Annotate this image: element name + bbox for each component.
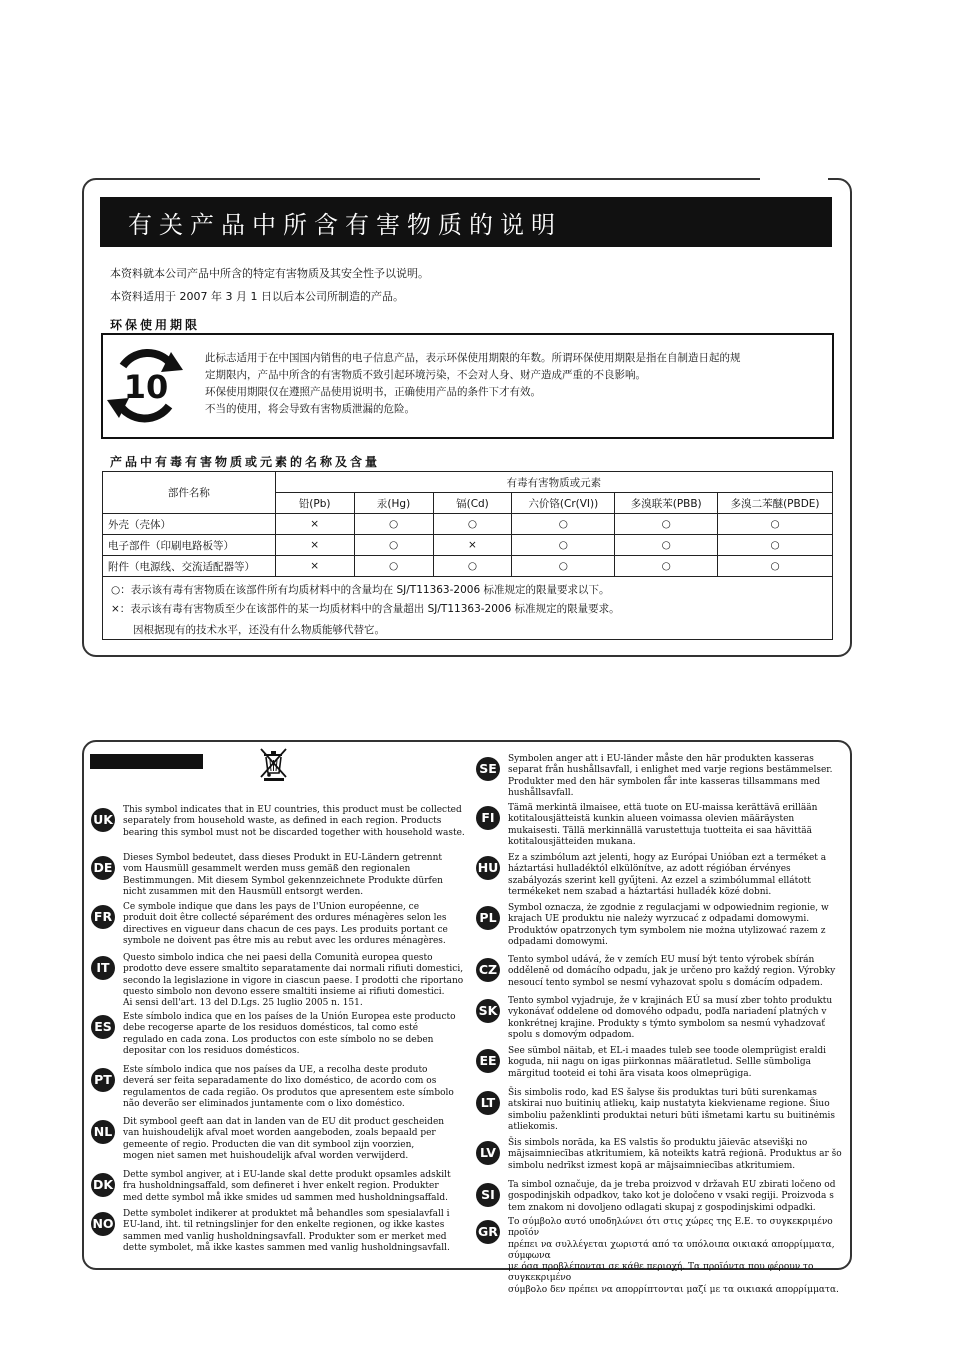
substance-header: 镉(Cd)	[433, 493, 512, 514]
weee-statement-line: vykonávať oddelene od domového odpadu, podľa nariadení platných v	[508, 1007, 827, 1018]
weee-statement	[123, 853, 467, 898]
weee-statement-line: simbolu nedrīkst izmest kopā ar mājsaimniecības atkritumiem.	[508, 1160, 796, 1171]
country-code-badge: SE	[476, 757, 500, 781]
weee-statement-line: kotitalousjätteistä kunkin alueen voimassa olevien määräysten	[508, 814, 795, 825]
weee-statement-line: Questo simbolo indica che nei paesi della Comunità europea questo	[123, 953, 433, 963]
substance-group-header: 有毒有害物质或元素	[275, 472, 832, 493]
weee-statement-line: Symbolen anger att i EU-länder måste den här produkten kasseras	[508, 754, 814, 764]
weee-statement	[508, 1046, 844, 1080]
substance-header: 六价铬(Cr(VI))	[512, 493, 615, 514]
weee-statement	[123, 1209, 467, 1254]
epup-text-line: 此标志适用于在中国国内销售的电子信息产品，表示环保使用期限的年数。所谓环保使用期限是指在自制造日起的规	[205, 352, 741, 364]
hazardous-substance-table	[102, 471, 833, 577]
epup-logo-number: 10	[123, 368, 169, 406]
weee-statement-line: πρέπει να συλλέγεται χωριστά από τα υπόλοιπα οικιακά απορρίμματα, σύμφωνα	[508, 1239, 835, 1261]
mark-cell: ○	[433, 514, 512, 535]
weee-statement-line: Dette symbolet indikerer at produktet må behandles som spesialavfall i	[123, 1209, 450, 1219]
crossed-out-wheelie-bin-icon	[258, 746, 290, 782]
weee-statement	[123, 1012, 467, 1057]
mark-cell: ○	[512, 556, 615, 577]
weee-statement	[508, 1217, 844, 1296]
weee-statement-line: depositar con los residuos domésticos.	[123, 1045, 300, 1056]
weee-statement-line: separately from household waste, as defined in each region. Products	[123, 816, 442, 827]
country-code-badge: SK	[476, 999, 500, 1023]
weee-statement-line: krajach UE produktu nie należy wyrzucać z odpadami domowymi.	[508, 914, 810, 925]
country-code-badge: PL	[476, 906, 500, 930]
weee-statement-line: háztartási hulladéktól elkülönítve, az adott régióban érvényes	[508, 864, 791, 875]
weee-statement-line: Ai sensi dell'art. 13 del D.Lgs. 25 luglio 2005 n. 151.	[123, 998, 363, 1009]
weee-statement-line: με όσα προβλέπονται σε κάθε περιοχή. Τα προϊόντα που φέρουν το συγκεκριμένο	[508, 1262, 814, 1284]
substance-header: 汞(Hg)	[354, 493, 433, 514]
country-code-badge: EE	[476, 1049, 500, 1073]
weee-statement-line: bearing this symbol must not be discarded together with household waste.	[123, 827, 465, 838]
weee-statement-line: regulado en cada zona. Los productos con este símbolo no se deben	[123, 1034, 434, 1045]
table-row	[103, 514, 833, 535]
country-code-badge: IT	[91, 956, 115, 980]
weee-statement-line: mājsaimniecības atkritumiem, kā noteikts katrā reģionā. Produktus ar šo	[508, 1149, 842, 1160]
weee-statement-line: märgitud tooteid ei tohi ära visata koos olmeprügiga.	[508, 1068, 752, 1079]
weee-statement-line: gospodinjskih odpadkov, tako kot je določeno v vsaki regiji. Proizvoda s	[508, 1191, 834, 1202]
country-code-badge: HU	[476, 856, 500, 880]
weee-statement-line: nicht zusammen mit den Hausmüll entsorgt werden.	[123, 886, 364, 897]
country-code-badge: FI	[476, 806, 500, 830]
weee-statement	[508, 955, 844, 989]
table-note: 因根据现有的技术水平，还没有什么物质能够代替它。	[133, 624, 385, 636]
epup-text-line: 环保使用期限仅在遵照产品使用说明书，正确使用产品的条件下才有效。	[205, 386, 541, 398]
weee-statement-line: See sümbol näitab, et EL-i maades tuleb see toode olemprügist eraldi	[508, 1046, 827, 1056]
weee-statement-line: Dit symbool geeft aan dat in landen van de EU dit product gescheiden	[123, 1117, 445, 1127]
weee-statement-line: Το σύμβολο αυτό υποδηλώνει ότι στις χώρες της Ε.Ε. το συγκεκριμένο προϊόν	[508, 1217, 833, 1239]
part-name-cell: 附件（电源线、交流适配器等）	[103, 556, 276, 577]
table-note: ○：表示该有毒有害物质在该部件所有均质材料中的含量均在 SJ/T11363-2006 标准规定的限量要求以下。	[111, 584, 610, 596]
weee-statement-line: não deverão ser eliminados juntamente com o lixo doméstico.	[123, 1098, 405, 1109]
epup-text-line: 定期限内，产品中所含的有害物质不致引起环境污染，不会对人身、财产造成严重的不良影响。	[205, 369, 646, 381]
country-code-badge: DK	[91, 1173, 115, 1197]
weee-statement	[508, 803, 844, 848]
part-name-header: 部件名称	[103, 472, 276, 514]
mark-cell: ×	[275, 514, 354, 535]
cn-section-title: 有关产品中所含有害物质的说明	[100, 197, 832, 247]
table-row	[103, 556, 833, 577]
mark-cell: ×	[275, 535, 354, 556]
cn-intro-line-1: 本资料就本公司产品中所含的特定有害物质及其安全性予以说明。	[110, 267, 429, 280]
weee-statement-line: Bestimmungen. Mit diesem Symbol gekennzeichnete Produkte dürfen	[123, 875, 443, 886]
mark-cell: ○	[718, 514, 833, 535]
weee-statement-line: deverá ser feita separadamente do lixo doméstico, de acordo com os	[123, 1076, 437, 1087]
mark-cell: ○	[718, 535, 833, 556]
table-note: ×：表示该有毒有害物质至少在该部件的某一均质材料中的含量超出 SJ/T11363-2006 标准规定的限量要求。	[111, 603, 620, 615]
weee-statement-line: odděleně od domácího odpadu, jak je určeno pro každý region. Výrobky	[508, 966, 836, 977]
weee-statement-line: Produkter med den här symbolen får inte kasseras tillsammans med	[508, 776, 821, 787]
weee-statement-line: mukaisesti. Tällä merkinnällä varustettuja tuotteita ei saa hävittää	[508, 825, 812, 836]
mark-cell: ○	[615, 514, 718, 535]
mark-cell: ○	[512, 514, 615, 535]
substance-header: 铅(Pb)	[275, 493, 354, 514]
weee-statement-line: EU-land, iht. til retningslinjer for den enkelte regionen, og ikke kastes	[123, 1220, 445, 1231]
weee-statement	[123, 953, 467, 1009]
weee-statement-line: Produktów opatrzonych tym symbolem nie można utylizować razem z	[508, 925, 826, 936]
weee-statement-line: kotitalousjätteiden mukana.	[508, 836, 636, 847]
country-code-badge: GR	[476, 1220, 500, 1244]
table-row	[103, 535, 833, 556]
weee-statement-line: produit doit être collecté séparément des ordures ménagères selon les	[123, 913, 447, 924]
weee-statement	[508, 903, 844, 948]
panel-border-gap	[760, 170, 828, 184]
country-code-badge: LT	[476, 1091, 500, 1115]
weee-statement-line: Tento symbol vyjadruje, že v krajinách EÚ sa musí zber tohto produktu	[508, 996, 833, 1006]
weee-statement-line: simboliu paženklinti produktai neturi būti išmetami kartu su buitinėmis	[508, 1110, 836, 1121]
weee-statement-line: termékeket nem szabad a háztartási hulladék közé dobni.	[508, 886, 772, 897]
mark-cell: ×	[433, 535, 512, 556]
weee-statement	[508, 853, 844, 898]
weee-statement	[508, 1088, 844, 1133]
mark-cell: ○	[512, 535, 615, 556]
substance-header: 多溴联苯(PBB)	[615, 493, 718, 514]
country-code-badge: DE	[91, 856, 115, 880]
country-code-badge: PT	[91, 1068, 115, 1092]
weee-statement-line: koguda, nii nagu on igas piirkonnas määratletud. Sellle sümboliga	[508, 1057, 811, 1068]
weee-statement	[123, 805, 467, 839]
epup-text-line: 不当的使用，将会导致有害物质泄漏的危险。	[205, 403, 415, 415]
country-code-badge: NL	[91, 1120, 115, 1144]
weee-statement-line: This symbol indicates that in EU countries, this product must be collected	[123, 805, 462, 815]
weee-statement-line: Este símbolo indica que en los países de la Unión Europea este producto	[123, 1012, 456, 1022]
mark-cell: ×	[275, 556, 354, 577]
weee-statement-line: mogen niet samen met huishoudelijk afval worden verwijderd.	[123, 1150, 409, 1161]
weee-statement-line: hushållsavfall.	[508, 787, 574, 798]
country-code-badge: FR	[91, 905, 115, 929]
weee-statement-line: odpadami domowymi.	[508, 936, 608, 947]
mark-cell: ○	[433, 556, 512, 577]
weee-statement-line: σύμβολο δεν πρέπει να απορρίπτονται μαζί με τα οικιακά απορρίμματα.	[508, 1284, 839, 1295]
weee-statement-line: regulamentos de cada região. Os produtos que apresentem este símbolo	[123, 1087, 454, 1098]
weee-statement-line: konkrétnej krajine. Produkty s týmto symbolom sa nesmú vyhadzovať	[508, 1018, 825, 1029]
part-name-cell: 电子部件（印刷电路板等）	[103, 535, 276, 556]
weee-statement-line: Ta simbol označuje, da je treba proizvod v državah EU zbirati ločeno od	[508, 1180, 836, 1190]
weee-statement	[508, 754, 844, 799]
weee-statement-line: Šis simbols norāda, ka ES valstīs šo produktu jāievāc atsevišķi no	[508, 1138, 808, 1148]
table-notes	[102, 577, 833, 640]
weee-statement-line: debe recogerse aparte de los residuos domésticos, tal como esté	[123, 1023, 419, 1034]
weee-statement-line: atskirai nuo buitinių atliekų, kaip nustatyta kiekviename regione. Šiuo	[508, 1099, 830, 1110]
weee-statement	[123, 1117, 467, 1162]
weee-statement-line: Dette symbol angiver, at i EU-lande skal dette produkt opsamles adskilt	[123, 1170, 451, 1180]
mark-cell: ○	[615, 556, 718, 577]
weee-statement-line: gemeente of regio. Producten die van dit symbool zijn voorzien,	[123, 1139, 415, 1150]
weee-statement-line: secondo la legislazione in vigore in ciascun paese. I prodotti che riportano	[123, 975, 464, 986]
weee-statement-line: spolu s domovým odpadom.	[508, 1029, 635, 1040]
epup-10-year-logo-icon	[103, 344, 189, 428]
part-name-cell: 外壳（壳体）	[103, 514, 276, 535]
substance-table-heading: 产品中有毒有害物质或元素的名称及含量	[110, 455, 381, 469]
mark-cell: ○	[354, 514, 433, 535]
weee-statement-line: separat från hushållsavfall, i enlighet med varje regions bestämmelser.	[508, 765, 833, 776]
weee-statement-line: Este símbolo indica que nos países da UE, a recolha deste produto	[123, 1065, 428, 1075]
weee-statement-line: atliekomis.	[508, 1121, 558, 1132]
country-code-badge: ES	[91, 1015, 115, 1039]
country-code-badge: UK	[91, 808, 115, 832]
weee-statement-line: szabályozás szerint kell gyűjteni. Az ezzel a szimbólummal ellátott	[508, 875, 811, 886]
weee-statement	[123, 902, 467, 947]
weee-statement-line: van huishoudelijk afval moet worden aangeboden, zoals bepaald per	[123, 1128, 436, 1139]
weee-statement-line: tem znakom ni dovoljeno odlagati skupaj z gospodinjskimi odpadki.	[508, 1202, 816, 1213]
mark-cell: ○	[354, 535, 433, 556]
weee-statement	[123, 1065, 467, 1110]
epup-heading: 环保使用期限	[110, 318, 201, 332]
cn-intro-line-2: 本资料适用于 2007 年 3 月 1 日以后本公司所制造的产品。	[110, 290, 404, 303]
weee-statement-line: Dieses Symbol bedeutet, dass dieses Produkt in EU-Ländern getrennt	[123, 853, 442, 863]
weee-statement-line: Tämä merkintä ilmaisee, että tuote on EU-maissa kerättävä erillään	[508, 803, 818, 813]
mark-cell: ○	[354, 556, 433, 577]
weee-statement-line: dette symbolet, må ikke kastes sammen med vanlig husholdningsavfall.	[123, 1242, 450, 1253]
weee-statement-line: questo simbolo non devono essere smaltiti insieme ai rifiuti domestici.	[123, 986, 445, 997]
mark-cell: ○	[718, 556, 833, 577]
weee-statement-line: nesoucí tento symbol se nesmí vyhazovat spolu s domácím odpadem.	[508, 977, 823, 988]
weee-statement-line: vom Hausmüll gesammelt werden muss gemäß den regionalen	[123, 864, 411, 875]
weee-statement-line: fra husholdningsaffald, som defineret i hver enkelt region. Produkter	[123, 1181, 439, 1192]
weee-statement-line: symbole ne doivent pas être mis au rebut avec les ordures ménagères.	[123, 935, 446, 946]
weee-statement	[123, 1170, 467, 1204]
weee-statement-line: med dette symbol må ikke smides ud sammen med husholdningsaffald.	[123, 1192, 448, 1203]
country-code-badge: CZ	[476, 958, 500, 982]
weee-statement	[508, 996, 844, 1041]
weee-statement-line: sammen med vanlig husholdningsavfall. Produkter som er merket med	[123, 1231, 447, 1242]
weee-statement-line: Šis simbolis rodo, kad ES šalyse šis produktas turi būti surenkamas	[508, 1088, 817, 1098]
weee-statement-line: Ce symbole indique que dans les pays de l'Union européenne, ce	[123, 902, 420, 912]
country-code-badge: LV	[476, 1141, 500, 1165]
weee-statement-line: prodotto deve essere smaltito separatamente dai normali rifiuti domestici,	[123, 964, 464, 975]
epup-description	[205, 350, 820, 418]
weee-statement	[508, 1180, 844, 1214]
mark-cell: ○	[615, 535, 718, 556]
weee-statement	[508, 1138, 844, 1172]
weee-statement-line: Ez a szimbólum azt jelenti, hogy az Európai Unióban ezt a terméket a	[508, 853, 827, 863]
substance-header: 多溴二苯醚(PBDE)	[718, 493, 833, 514]
weee-statement-line: Symbol oznacza, że zgodnie z regulacjami w odpowiednim regionie, w	[508, 903, 829, 913]
weee-statement-line: Tento symbol udává, že v zemích EU musí být tento výrobek sbírán	[508, 955, 815, 965]
eu-header-bar	[90, 754, 203, 769]
country-code-badge: SI	[476, 1183, 500, 1207]
country-code-badge: NO	[91, 1212, 115, 1236]
weee-statement-line: directives en vigueur dans chacun de ces pays. Les produits portant ce	[123, 924, 448, 935]
